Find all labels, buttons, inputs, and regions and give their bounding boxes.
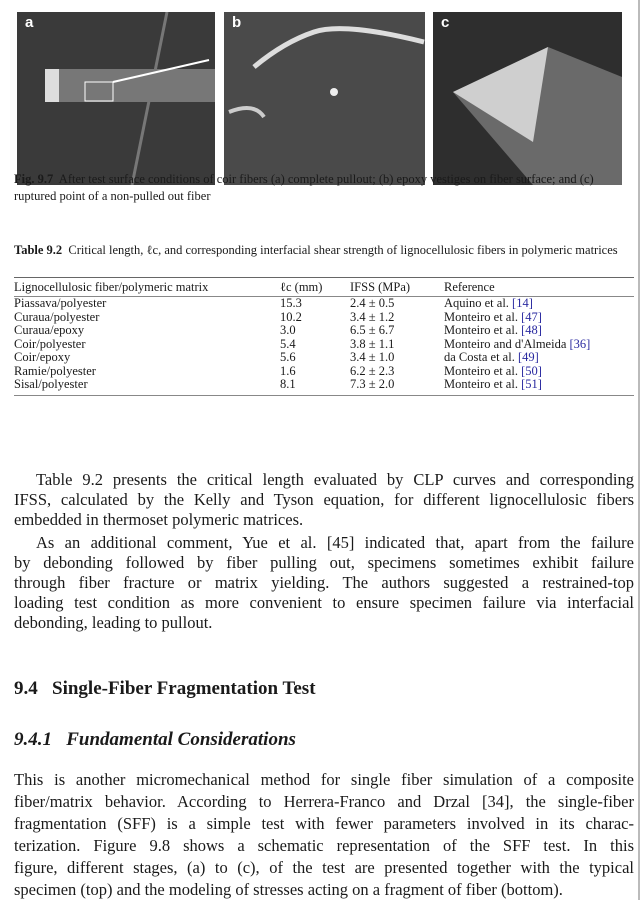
reference-cell: da Costa et al. [49] <box>444 350 539 364</box>
figure-panel-a <box>17 12 215 185</box>
citation-link[interactable]: [48] <box>521 323 542 337</box>
fiber-cell: Curaua/polyester <box>14 309 100 324</box>
paragraph-line: This is another micromechanical method for single fiber simulation of a composite <box>14 770 634 789</box>
citation-link[interactable]: [36] <box>569 336 591 351</box>
fiber-cell: Curaua/epoxy <box>14 323 85 337</box>
fiber-cell: Ramie/polyester <box>14 363 96 378</box>
reference-cell: Monteiro et al. [50] <box>444 363 542 378</box>
paragraph-line: specimen (top) and the modeling of stresses acting on a fragment of fiber (bottom). <box>14 880 563 899</box>
fiber-cell: Piassava/polyester <box>14 296 107 310</box>
figure-caption: Fig. 9.7 After test surface conditions of coir fibers (a) complete pullout; (b) epoxy vestiges on fiber surface; and (c) ruptured point of a non-pulled out fiber <box>14 172 594 203</box>
table-row <box>14 351 634 365</box>
paragraph-line: debonding, leading to pullout. <box>14 613 213 632</box>
lc-cell: 5.6 <box>280 350 296 364</box>
ifss-cell: 6.2 ± 2.3 <box>350 363 395 378</box>
table-row <box>14 297 634 311</box>
paragraph-line: through fiber fracture or matrix yielding. The authors suggested a restrained-top <box>14 573 634 592</box>
col-header: Lignocellulosic fiber/polymeric matrix <box>14 278 280 297</box>
reference-cell: Monteiro et al. [47] <box>444 309 542 324</box>
panel-label: a <box>25 14 34 31</box>
citation-link[interactable]: [47] <box>521 309 542 324</box>
reference-cell: Aquino et al. [14] <box>444 296 533 310</box>
col-header: Reference <box>444 278 634 297</box>
citation-link[interactable]: [49] <box>517 350 539 364</box>
reference-cell: Monteiro et al. [51] <box>444 378 634 395</box>
subsection-heading: 9.4.1 Fundamental Considerations <box>14 729 296 750</box>
col-header: IFSS (MPa) <box>350 278 444 297</box>
section-heading: 9.4 Single-Fiber Fragmentation Test <box>14 678 316 699</box>
ifss-cell: 7.3 ± 2.0 <box>350 378 444 395</box>
paragraph-line: As an additional comment, Yue et al. [45] indicated that, apart from the failure <box>36 533 634 552</box>
citation-link[interactable]: [50] <box>521 363 542 378</box>
panel-label: c <box>441 14 450 31</box>
panel-label: b <box>232 14 242 31</box>
paragraph-line: figure, different stages, (a) to (c), of the test are presented together with the typical <box>14 858 634 877</box>
table-caption: Table 9.2 Critical length, ℓc, and corresponding interfacial shear strength of lignocellulosic fibers in polymeric matrices <box>14 243 618 257</box>
fiber-cell: Coir/epoxy <box>14 350 71 364</box>
reference-cell: Monteiro and d'Almeida [36] <box>444 336 591 351</box>
col-header: ℓc (mm) <box>280 278 350 297</box>
ifss-cell: 3.8 ± 1.1 <box>350 336 395 351</box>
reference-cell: Monteiro et al. [48] <box>444 323 542 337</box>
table-row <box>14 338 634 352</box>
paragraph-line: fiber/matrix behavior. According to Herrera-Franco and Drzal [34], the single-fiber <box>14 792 634 811</box>
critical-length-table <box>14 277 634 396</box>
fiber-cell: Coir/polyester <box>14 336 86 351</box>
lc-cell: 15.3 <box>280 296 302 310</box>
ifss-cell: 3.4 ± 1.2 <box>350 309 395 324</box>
table-row <box>14 378 634 395</box>
paragraph-line: loading test condition as more convenient to ensure specimen failure via interfacial <box>14 593 634 612</box>
paragraph-line: IFSS, calculated by the Kelly and Tyson equation, for different lignocellulosic fibers <box>14 490 634 509</box>
paragraph-line: embedded in thermoset polymeric matrices. <box>14 510 304 529</box>
lc-cell: 8.1 <box>280 378 350 395</box>
lc-cell: 10.2 <box>280 309 302 324</box>
lc-cell: 5.4 <box>280 336 296 351</box>
lc-cell: 3.0 <box>280 323 296 337</box>
paragraph-line: by debonding followed by fiber pulling out, specimens sometimes exhibit failure <box>14 553 634 572</box>
table-row <box>14 324 634 338</box>
citation-link[interactable]: [14] <box>512 296 533 310</box>
figure-panel-c <box>433 12 622 185</box>
fiber-cell: Sisal/polyester <box>14 378 280 395</box>
paragraph-line: fragmentation (SFF) is a simple test with fewer parameters involved in its charac- <box>14 814 634 833</box>
table-row <box>14 365 634 379</box>
table-row <box>14 311 634 325</box>
ifss-cell: 6.5 ± 6.7 <box>350 323 395 337</box>
ifss-cell: 2.4 ± 0.5 <box>350 296 395 310</box>
citation-link[interactable]: [51] <box>521 377 542 391</box>
ifss-cell: 3.4 ± 1.0 <box>350 350 395 364</box>
figure-panel-b <box>224 12 425 185</box>
lc-cell: 1.6 <box>280 363 296 378</box>
paragraph-line: terization. Figure 9.8 shows a schematic representation of the SFF test. In this <box>14 836 634 855</box>
paragraph-line: Table 9.2 presents the critical length evaluated by CLP curves and corresponding <box>36 470 634 489</box>
